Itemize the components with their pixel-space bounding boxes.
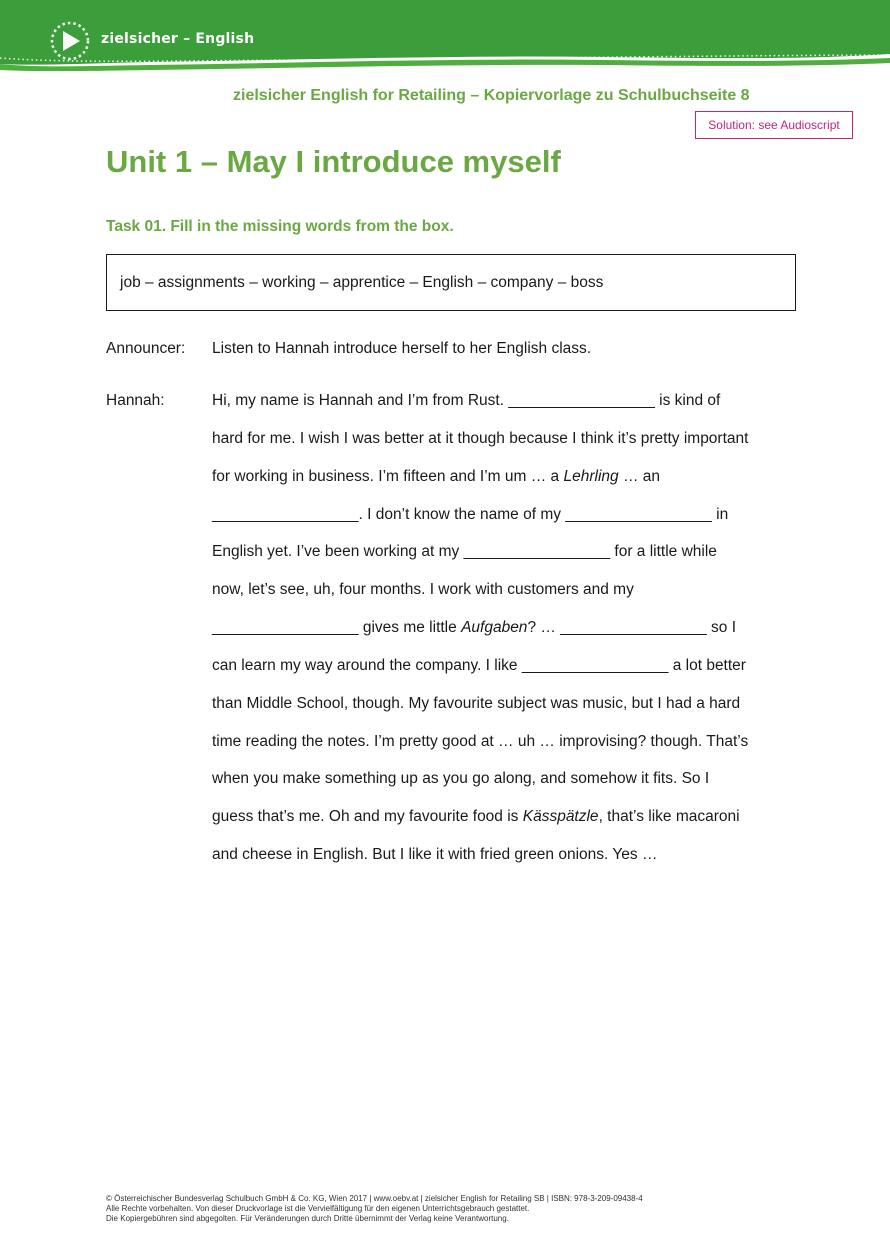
- word-box-text: job – assignments – working – apprentice – English – company – boss: [120, 273, 604, 291]
- unit-title: Unit 1 – May I introduce myself: [106, 144, 561, 179]
- hannah-line: can learn my way around the company. I like _________________ a lot better: [212, 657, 746, 674]
- hannah-line: _________________ gives me little Aufgaben? … _________________ so I: [212, 619, 737, 636]
- page-subtitle: zielsicher English for Retailing – Kopiervorlage zu Schulbuchseite 8: [233, 87, 750, 104]
- hannah-line: English yet. I’ve been working at my _________________ for a little while: [212, 543, 717, 560]
- hannah-line: Hi, my name is Hannah and I’m from Rust. _________________ is kind of: [212, 392, 721, 409]
- italic-word: Lehrling: [563, 468, 619, 485]
- hannah-line: guess that’s me. Oh and my favourite food is Kässpätzle, that’s like macaroni: [212, 808, 740, 825]
- footer: [106, 1194, 643, 1224]
- footer-rights: Alle Rechte vorbehalten. Von dieser Druckvorlage ist die Vervielfältigung für den eigenen Unterrichtsgebrauch gestattet.: [106, 1204, 530, 1213]
- speaker-announcer: Announcer:: [106, 340, 186, 357]
- speaker-hannah: Hannah:: [106, 392, 165, 409]
- footer-fees: Die Kopiergebühren sind abgegolten. Für Veränderungen durch Dritte übernimmt der Verlag keine Verantwortung.: [106, 1214, 509, 1223]
- hannah-line: _________________. I don’t know the name of my _________________ in: [212, 506, 729, 523]
- italic-word: Kässpätzle: [522, 808, 599, 825]
- hannah-line: for working in business. I’m fifteen and I’m um … a Lehrling … an: [212, 468, 660, 485]
- italic-word: Aufgaben: [461, 619, 528, 636]
- announcer-text: Listen to Hannah introduce herself to her English class.: [212, 340, 592, 357]
- word-box: [106, 254, 796, 311]
- hannah-line: hard for me. I wish I was better at it though because I think it’s pretty important: [212, 430, 749, 447]
- hannah-line: now, let’s see, uh, four months. I work with customers and my: [212, 581, 634, 598]
- footer-copyright: © Österreichischer Bundesverlag Schulbuch GmbH & Co. KG, Wien 2017 | www.oebv.at | zielsicher English for Retailing SB | ISBN: 978-3-209-09438-4: [106, 1194, 643, 1203]
- logo-text: zielsicher – English: [101, 31, 255, 47]
- header-banner: [0, 0, 890, 80]
- task-title: Task 01. Fill in the missing words from the box.: [106, 218, 454, 235]
- hannah-line: time reading the notes. I’m pretty good at … uh … improvising? though. That’s: [212, 733, 749, 750]
- solution-note: Solution: see Audioscript: [695, 111, 853, 139]
- hannah-line: and cheese in English. But I like it with fried green onions. Yes …: [212, 846, 658, 863]
- hannah-line: when you make something up as you go along, and somehow it fits. So I: [212, 770, 710, 787]
- hannah-line: than Middle School, though. My favourite subject was music, but I had a hard: [212, 695, 741, 712]
